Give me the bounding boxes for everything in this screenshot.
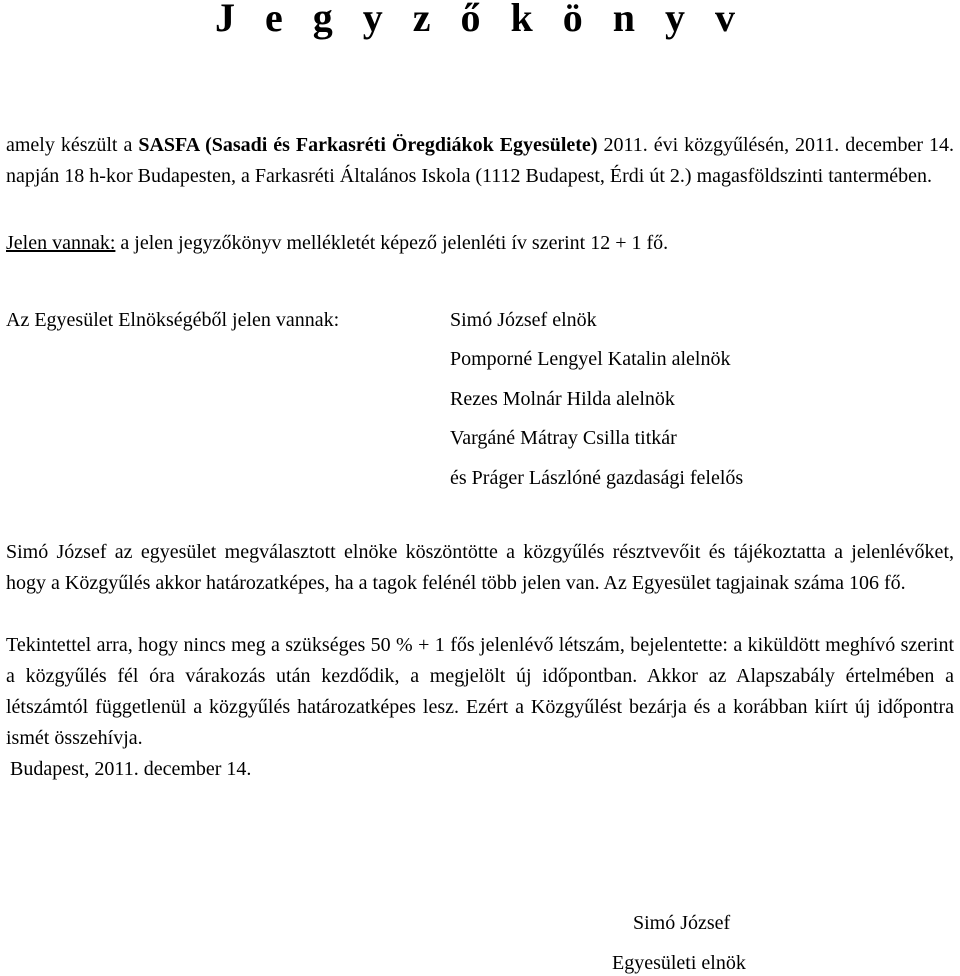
attendance-label: Jelen vannak: bbox=[6, 232, 116, 254]
document-title: J e g y z ő k ö n y v bbox=[215, 0, 745, 40]
presidium-label: Az Egyesület Elnökségéből jelen vannak: bbox=[6, 309, 340, 331]
presidium-member: Simó József elnök bbox=[450, 309, 597, 331]
signature-title: Egyesületi elnök bbox=[612, 952, 746, 974]
signature-name: Simó József bbox=[633, 912, 731, 934]
body-paragraph: Simó József az egyesület megválasztott elnöke köszöntötte a közgyűlés résztvevőit és tájékoztatta a jelenlévőket, hogy a Közgyűlés akkor határozatképes, ha a tagok felénél több jelen van. Az Egyesület tagjainak száma 106 fő. bbox=[6, 541, 954, 594]
presidium-member: Pomporné Lengyel Katalin alelnök bbox=[450, 348, 731, 370]
presidium-member: és Práger Lászlóné gazdasági felelős bbox=[450, 467, 744, 489]
attendance-text: a jelen jegyzőkönyv mellékletét képező jelenléti ív szerint 12 + 1 fő. bbox=[115, 232, 669, 254]
intro-paragraph bbox=[6, 130, 954, 192]
organization-name: SASFA (Sasadi és Farkasréti Öregdiákok Egyesülete) bbox=[138, 134, 598, 156]
intro-suffix: 2011. évi közgyűlésén, 2011. december 14. napján 18 h-kor Budapesten, a Farkasréti Általános Iskola (1112 Budapest, Érdi út 2.) magasföldszinti tantermében. bbox=[6, 134, 954, 187]
intro-prefix: amely készült a bbox=[6, 134, 139, 156]
body-paragraph: Tekintettel arra, hogy nincs meg a szükséges 50 % + 1 fős jelenlévő létszám, bejelentette: a kiküldött meghívó szerint a közgyűlés fél óra várakozás után kezdődik, a megjelölt új időpontban. Akkor az Alapszabály értelmében a létszámtól függetlenül a közgyűlés határozatképes lesz. Ezért a Közgyűlést bezárja és a korábban kiírt új időpontra ismét összehívja. bbox=[6, 634, 954, 749]
attendance-line bbox=[6, 228, 954, 259]
date-line: Budapest, 2011. december 14. bbox=[10, 758, 252, 780]
presidium-member: Vargáné Mátray Csilla titkár bbox=[450, 427, 677, 449]
presidium-member: Rezes Molnár Hilda alelnök bbox=[450, 388, 675, 410]
